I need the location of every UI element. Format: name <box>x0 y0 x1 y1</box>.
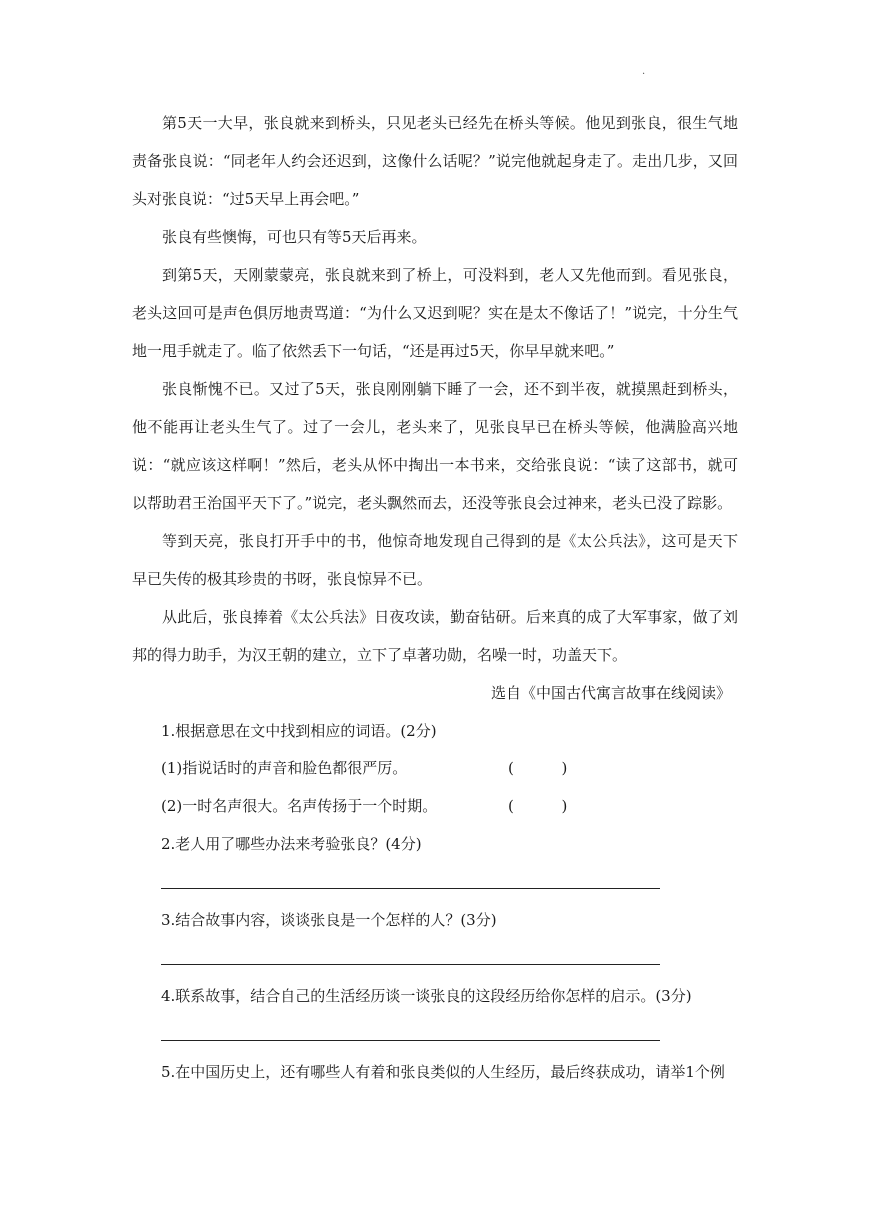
story-paragraph-4: 张良惭愧不已。又过了5天，张良刚刚躺下睡了一会，还不到半夜，就摸黑赶到桥头，他不能再让老头生气了。过了一会儿，老头来了，见张良早已在桥头等候，他满脸高兴地说：“就应该这样啊！”然后，老头从怀中掏出一本书来，交给张良说：“读了这部书，就可以帮助君王治国平天下了。”说完，老头飘然而去，还没等张良会过神来，老头已没了踪影。 <box>132 380 738 512</box>
story-paragraph-3: 到第5天，天刚蒙蒙亮，张良就来到了桥上，可没料到，老人又先他而到。看见张良，老头这回可是声色俱厉地责骂道：“为什么又迟到呢？实在是太不像话了！”说完，十分生气地一甩手就走了。临了依然丢下一句话，“还是再过5天，你早早就来吧。” <box>132 266 738 360</box>
question-1: 1.根据意思在文中找到相应的词语。(2分) <box>161 722 437 740</box>
answer-line-2[interactable] <box>161 888 660 889</box>
story-paragraph-6: 从此后，张良捧着《太公兵法》日夜攻读，勤奋钻研。后来真的成了大军事家，做了刘邦的得力助手，为汉王朝的建立，立下了卓著功勋，名噪一时，功盖天下。 <box>132 608 738 664</box>
question-1-item-2: (2)一时名声很大。名声传扬于一个时期。 <box>161 797 438 815</box>
story-paragraph-1: 第5天一大早，张良就来到桥头，只见老头已经先在桥头等候。他见到张良，很生气地责备张良说：“同老年人约会还迟到，这像什么话呢？”说完他就起身走了。走出几步，又回头对张良说：“过5天早上再会吧。” <box>132 114 738 208</box>
source-citation: 选自《中国古代寓言故事在线阅读》 <box>490 684 731 702</box>
question-5: 5.在中国历史上，还有哪些人有着和张良类似的人生经历，最后终获成功，请举1个例 <box>161 1063 725 1081</box>
question-3: 3.结合故事内容，谈谈张良是一个怎样的人？(3分) <box>161 911 497 929</box>
question-1-item-1: (1)指说话时的声音和脸色都很严厉。 <box>161 759 408 777</box>
story-paragraph-5: 等到天亮，张良打开手中的书，他惊奇地发现自己得到的是《太公兵法》，这可是天下早已失传的极其珍贵的书呀，张良惊异不已。 <box>132 532 738 588</box>
story-paragraph-2: 张良有些懊悔，可也只有等5天后再来。 <box>162 228 427 246</box>
answer-line-3[interactable] <box>161 964 660 965</box>
question-4: 4.联系故事，结合自己的生活经历谈一谈张良的这段经历给你怎样的启示。(3分) <box>161 987 692 1005</box>
question-2: 2.老人用了哪些办法来考验张良？(4分) <box>161 835 422 853</box>
header-dot: . <box>642 66 646 77</box>
answer-line-4[interactable] <box>161 1040 660 1041</box>
answer-blank-2[interactable]: ( ) <box>508 797 568 815</box>
answer-blank-1[interactable]: ( ) <box>508 759 568 777</box>
